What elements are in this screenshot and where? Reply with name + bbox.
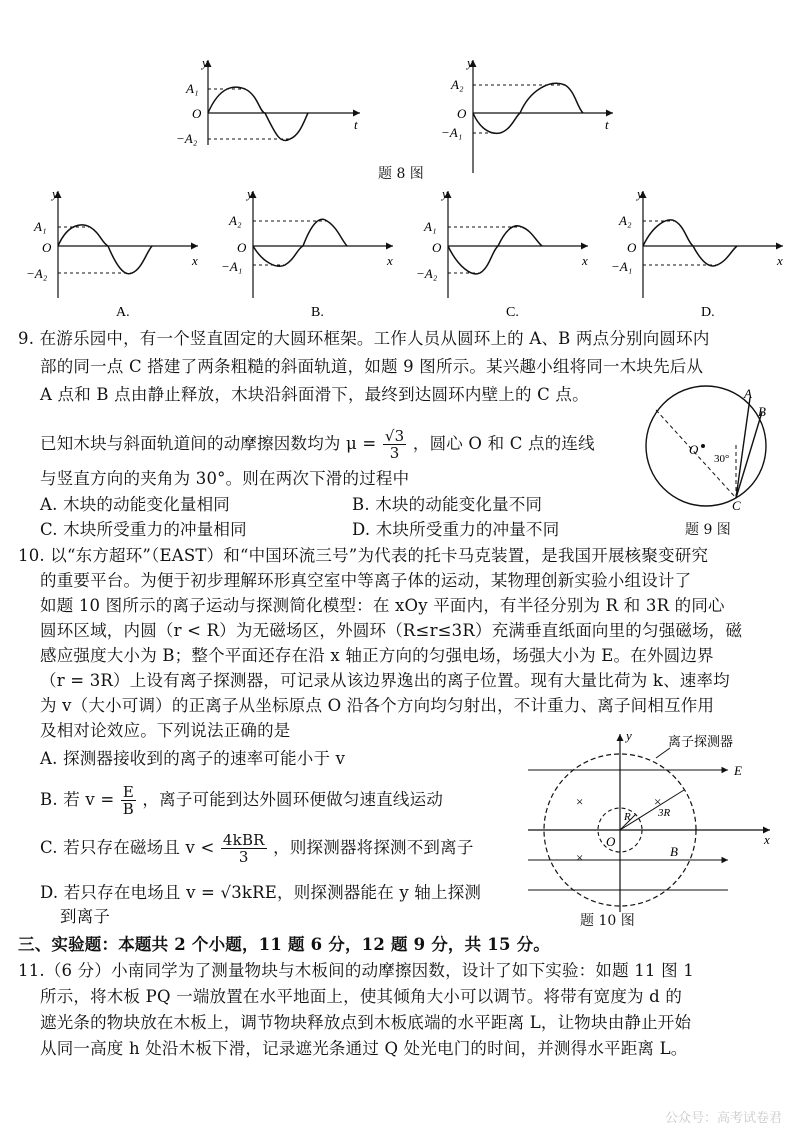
svg-text:x: x [387,253,393,268]
y-axis-label: y [467,55,473,70]
svg-text:O: O [627,240,637,255]
svg-text:y: y [247,186,253,201]
q10-line8: 及相对论效应。下列说法正确的是 [40,721,291,740]
option-d-letter: D. [701,305,715,320]
y-axis-label: y [626,728,632,743]
t-axis-label: t [605,117,609,132]
q10-option-b[interactable]: B. 若 v = $\frac{E}{B}$ ，离子可能到达外圆环便做匀速直线运动 [40,783,444,818]
svg-text:−A₁: −A₁ [221,259,243,274]
q11-line1: 11.（6 分）小南同学为了测量物块与木板间的动摩擦因数，设计了如下实验：如题 11 图 1 [18,961,694,980]
figure10-detector-diagram [520,730,780,915]
cross-mark: × [654,794,662,809]
svg-text:−A₂: −A₂ [26,266,48,281]
q10-line3: 如题 10 图所示的离子运动与探测简化模型：在 xOy 平面内，有半径分别为 R 和 3R 的同心 [40,596,725,615]
svg-text:A₂: A₂ [619,213,632,228]
q9-line2: 部的同一点 C 搭建了两条粗糙的斜面轨道，如题 9 图所示。某兴趣小组将同一木块先后从 [40,357,704,376]
origin-label: O [457,106,467,121]
detector-label: 离子探测器 [668,734,734,749]
q9-line3: A 点和 B 点由静止释放，木块沿斜面滑下，最终到达圆环内壁上的 C 点。 [40,385,589,404]
amp-top-label: A₂ [451,77,464,92]
svg-text:−A₁: −A₁ [611,259,633,274]
q10-line5: 感应强度大小为 B；整个平面还存在沿 x 轴正方向的匀强电场，场强大小为 E。在外圆边界 [40,646,714,665]
y-axis-label: y [202,55,208,70]
origin-label: O [192,106,202,121]
figure8-caption: 题 8 图 [378,166,424,182]
origin-label: O [606,834,616,849]
q10-line1: 10. 以“东方超环”（EAST）和“中国环流三号”为代表的托卡马克装置，是我国开展核聚变研究 [18,546,709,565]
svg-text:x: x [582,253,588,268]
cross-mark: × [576,850,584,865]
q9-option-b[interactable]: B. 木块的动能变化量不同 [352,495,543,514]
velocity-fraction: $\frac{\text{4kBR}}{3}$ [222,831,265,866]
b-field-label: B [670,844,678,859]
q10-option-d-line2[interactable]: 到离子 [60,907,111,926]
x-axis-label: x [764,832,770,847]
svg-text:O: O [237,240,247,255]
figure10-caption: 题 10 图 [580,913,635,929]
svg-text:O: O [42,240,52,255]
q10-line7: 为 v（大小可调）的正离子从坐标原点 O 沿各个方向均匀射出，不计重力、离子间相互作用 [40,696,715,715]
option-b-letter: B. [311,305,324,320]
option-a-letter: A. [116,305,130,320]
mu-fraction: $\frac{√3}{3}$ [384,427,405,462]
center-o-label: O [689,442,699,457]
q11-line3: 遮光条的物块放在木板上，调节物块释放点到木板底端的水平距离 L，让物块由静止开始 [40,1013,692,1032]
svg-text:−A₂: −A₂ [416,266,438,281]
option-b-graph [221,186,393,320]
angle-label: 30° [714,453,730,465]
q10-option-a[interactable]: A. 探测器接收到的离子的速率可能小于 v [40,749,346,768]
figure8-option-graphs [20,183,790,323]
option-c-graph [416,186,588,320]
e-field-label: E [734,763,742,778]
svg-text:x: x [777,253,783,268]
amp-top-label: A₁ [186,81,199,96]
option-c-letter: C. [506,305,519,320]
svg-text:A₁: A₁ [34,219,47,234]
point-a-label: A [744,386,752,401]
point-c-label: C [732,498,741,513]
q9-line5: 与竖直方向的夹角为 30°。则在两次下滑的过程中 [40,469,410,488]
q11-line2: 所示，将木板 PQ 一端放置在水平地面上，使其倾角大小可以调节。将带有宽度为 d 的 [40,987,683,1006]
q11-line4: 从同一高度 h 处沿木板下滑，记录遮光条通过 Q 处光电门的时间，并测得水平距离 L。 [40,1039,688,1058]
svg-text:O: O [432,240,442,255]
q10-line2: 的重要平台。为便于初步理解环形真空室中等离子体的运动，某物理创新实验小组设计了 [40,571,692,590]
graph-top-left [176,55,360,146]
graph-top-right [441,55,613,173]
svg-text:y: y [637,186,643,201]
radius-r-label: R [624,811,631,823]
figure9-circle-diagram [636,384,786,522]
q10-option-c[interactable]: C. 若只存在磁场且 v < $\frac{\text{4kBR}}{3}$ ，则探测器将探测不到离子 [40,831,474,866]
q9-option-c[interactable]: C. 木块所受重力的冲量相同 [40,520,247,539]
cross-mark: × [576,794,584,809]
option-d-graph [611,186,783,320]
watermark: 公众号：高考试卷君 [664,1111,782,1126]
option-a-graph [26,186,198,320]
q9-line1: 9. 在游乐园中，有一个竖直固定的大圆环框架。工作人员从圆环上的 A、B 两点分别向圆环内 [18,329,710,348]
q10-line4: 圆环区域，内圆（r < R）为无磁场区，外圆环（R≤r≤3R）充满垂直纸面向里的匀强磁场，磁 [40,621,743,640]
svg-text:y: y [442,186,448,201]
section3-heading: 三、实验题：本题共 2 个小题，11 题 6 分，12 题 9 分，共 15 分。 [18,935,550,954]
svg-text:A₁: A₁ [424,219,437,234]
amp-bottom-label: −A₂ [176,131,198,146]
q9-line4: 已知木块与斜面轨道间的动摩擦因数均为 μ = $\frac{√3}{3}$ ，圆心 O 和 C 点的连线 [40,427,595,462]
q10-option-d-line1[interactable]: D. 若只存在电场且 v = √3kRE，则探测器能在 y 轴上探测 [40,883,482,902]
svg-text:y: y [52,186,58,201]
e-over-b-fraction: $\frac{E}{B}$ [122,783,134,818]
svg-text:A₂: A₂ [229,213,242,228]
q10-line6: （r = 3R）上设有离子探测器，可记录从该边界逸出的离子位置。现有大量比荷为 k、速率均 [40,671,730,690]
q9-option-d[interactable]: D. 木块所受重力的冲量不同 [352,520,560,539]
q9-option-a[interactable]: A. 木块的动能变化量相同 [40,495,231,514]
amp-bottom-label: −A₁ [441,125,463,140]
figure8-top-graphs [176,55,780,185]
point-b-label: B [758,404,766,419]
t-axis-label: t [354,117,358,132]
figure9-caption: 题 9 图 [685,522,731,538]
radius-3r-label: 3R [658,807,671,819]
svg-text:x: x [192,253,198,268]
